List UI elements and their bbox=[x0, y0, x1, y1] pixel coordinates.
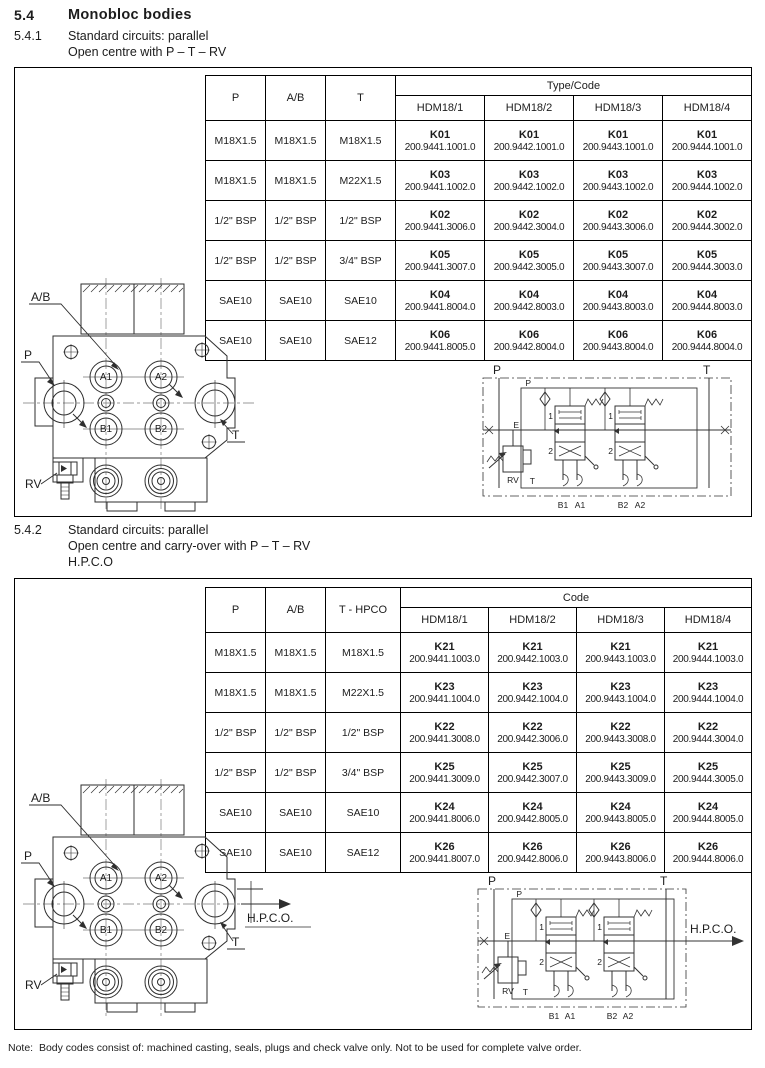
table1-header-row1 bbox=[206, 76, 752, 96]
code-number: 200.9444.3003.0 bbox=[671, 262, 743, 273]
code-cell bbox=[485, 201, 574, 241]
schematic-label-p: P bbox=[488, 874, 497, 888]
port-p-cell: 1/2" BSP bbox=[206, 713, 266, 753]
port-label-a1: A1 bbox=[99, 372, 113, 383]
spool-pos-2: 2 bbox=[539, 957, 544, 967]
section-number: 5.4 bbox=[14, 7, 35, 23]
code-number: 200.9443.8003.0 bbox=[582, 302, 654, 313]
code-k: K25 bbox=[522, 761, 543, 773]
schematic-rv-label: RV bbox=[507, 475, 519, 485]
port-ab-cell: SAE10 bbox=[266, 281, 326, 321]
port-ab-cell: M18X1.5 bbox=[266, 673, 326, 713]
axis-lines bbox=[23, 278, 255, 512]
code-number: 200.9444.1001.0 bbox=[671, 142, 743, 153]
code-number: 200.9443.8005.0 bbox=[585, 814, 656, 825]
code-cell bbox=[574, 161, 663, 201]
code-number: 200.9441.8006.0 bbox=[409, 814, 480, 825]
code-k: K01 bbox=[696, 129, 718, 141]
flow-arrows bbox=[73, 384, 183, 428]
code-number: 200.9444.3002.0 bbox=[671, 222, 743, 233]
port-t-cell: M18X1.5 bbox=[326, 633, 401, 673]
code-k: K22 bbox=[522, 721, 543, 733]
code-number: 200.9444.1002.0 bbox=[671, 182, 743, 193]
subsection1-title-line2: Open centre with P – T – RV bbox=[68, 45, 227, 59]
code-cell bbox=[485, 281, 574, 321]
span-header-code: Code bbox=[401, 588, 752, 608]
code-number: 200.9441.1003.0 bbox=[409, 654, 480, 665]
code-cell bbox=[485, 241, 574, 281]
valve-section-1 bbox=[531, 899, 594, 997]
code-number: 200.9441.8005.0 bbox=[404, 342, 476, 353]
valve-section-2 bbox=[600, 388, 663, 486]
code-k: K22 bbox=[610, 721, 631, 733]
code-k: K03 bbox=[607, 169, 629, 181]
code-k: K23 bbox=[522, 681, 543, 693]
col-header-hdm18-3: HDM18/3 bbox=[577, 608, 665, 633]
code-k: K23 bbox=[697, 681, 719, 693]
label-t: T bbox=[232, 428, 240, 442]
port-t-cell: 1/2" BSP bbox=[326, 713, 401, 753]
code-k: K04 bbox=[429, 289, 451, 301]
code-cell bbox=[574, 241, 663, 281]
schematic-label-t: T bbox=[703, 363, 711, 377]
port-ab-cell: 1/2" BSP bbox=[266, 201, 326, 241]
table-row bbox=[206, 241, 752, 281]
table-row bbox=[206, 161, 752, 201]
code-k: K26 bbox=[610, 841, 631, 853]
valve-drawing-2 bbox=[19, 777, 319, 1021]
port-label-a1: A1 bbox=[574, 500, 586, 510]
code-number: 200.9443.1002.0 bbox=[582, 182, 654, 193]
col-header-hdm18-2: HDM18/2 bbox=[485, 96, 574, 121]
code-cell bbox=[401, 793, 489, 833]
code-number: 200.9442.8003.0 bbox=[493, 302, 565, 313]
schematic-rv-label: RV bbox=[502, 986, 514, 996]
code-k: K06 bbox=[518, 329, 540, 341]
schematic-label-t: T bbox=[660, 874, 668, 888]
code-number: 200.9441.3006.0 bbox=[404, 222, 476, 233]
spool-knobs bbox=[90, 465, 177, 497]
spool-pos-1: 1 bbox=[597, 922, 602, 932]
table-row bbox=[206, 713, 752, 753]
port-p-cell: 1/2" BSP bbox=[206, 201, 266, 241]
mounting-holes bbox=[63, 342, 217, 450]
code-number: 200.9441.8007.0 bbox=[409, 854, 480, 865]
code-cell bbox=[665, 753, 752, 793]
table-row bbox=[206, 633, 752, 673]
label-ab: A/B bbox=[31, 791, 51, 805]
code-k: K01 bbox=[429, 129, 451, 141]
schematic-inner-t: T bbox=[529, 476, 535, 486]
code-cell bbox=[574, 321, 663, 361]
code-number: 200.9443.3006.0 bbox=[582, 222, 654, 233]
code-cell bbox=[485, 321, 574, 361]
port-t-cell: SAE12 bbox=[326, 321, 396, 361]
code-cell bbox=[489, 793, 577, 833]
code-cell bbox=[665, 833, 752, 873]
port-ab-cell: SAE10 bbox=[266, 321, 326, 361]
port-ab-cell: 1/2" BSP bbox=[266, 713, 326, 753]
table1-body bbox=[206, 121, 752, 361]
label-rv: RV bbox=[25, 978, 42, 992]
port-ab-cell: M18X1.5 bbox=[266, 161, 326, 201]
port-p-cell: M18X1.5 bbox=[206, 121, 266, 161]
code-k: K06 bbox=[429, 329, 451, 341]
code-cell bbox=[396, 201, 485, 241]
code-number: 200.9444.8006.0 bbox=[672, 854, 744, 865]
valve-body-outline bbox=[35, 785, 235, 1012]
col-header-p: P bbox=[206, 588, 266, 633]
code-number: 200.9442.8005.0 bbox=[497, 814, 568, 825]
code-number: 200.9443.1001.0 bbox=[582, 142, 654, 153]
port-label-a2: A2 bbox=[154, 372, 168, 383]
col-header-hdm18-1: HDM18/1 bbox=[396, 96, 485, 121]
spool-pos-2: 2 bbox=[608, 446, 613, 456]
code-cell bbox=[396, 321, 485, 361]
code-number: 200.9444.8003.0 bbox=[671, 302, 743, 313]
note-label: Note: bbox=[8, 1042, 34, 1054]
col-header-ab: A/B bbox=[266, 76, 326, 121]
schematic-inner-e: E bbox=[513, 420, 519, 430]
code-cell bbox=[396, 241, 485, 281]
valve-drawing-1 bbox=[19, 276, 259, 514]
code-k: K02 bbox=[518, 209, 540, 221]
code-cell bbox=[577, 673, 665, 713]
port-t-cell: 3/4" BSP bbox=[326, 241, 396, 281]
code-k: K02 bbox=[607, 209, 629, 221]
subsection2-title-line1: Standard circuits: parallel bbox=[68, 523, 209, 537]
code-cell bbox=[401, 673, 489, 713]
subsection1-number: 5.4.1 bbox=[14, 29, 42, 43]
port-p-cell: M18X1.5 bbox=[206, 673, 266, 713]
code-k: K04 bbox=[696, 289, 718, 301]
spool-pos-2: 2 bbox=[597, 957, 602, 967]
col-header-hdm18-4: HDM18/4 bbox=[665, 608, 752, 633]
label-t: T bbox=[232, 935, 240, 949]
label-p: P bbox=[24, 849, 33, 863]
code-number: 200.9442.3006.0 bbox=[497, 734, 568, 745]
code-cell bbox=[401, 833, 489, 873]
code-number: 200.9441.3007.0 bbox=[404, 262, 476, 273]
port-t-cell: 3/4" BSP bbox=[326, 753, 401, 793]
spool-pos-2: 2 bbox=[548, 446, 553, 456]
port-p-cell: SAE10 bbox=[206, 281, 266, 321]
relief-valve-symbol bbox=[487, 430, 531, 472]
code-k: K25 bbox=[697, 761, 719, 773]
code-k: K23 bbox=[434, 681, 455, 693]
valve-section-2 bbox=[589, 899, 652, 997]
code-cell bbox=[574, 121, 663, 161]
port-p-cell: M18X1.5 bbox=[206, 161, 266, 201]
port-label-b1: B1 bbox=[99, 925, 113, 936]
code-number: 200.9442.8004.0 bbox=[493, 342, 565, 353]
code-k: K06 bbox=[607, 329, 629, 341]
spool-pos-1: 1 bbox=[539, 922, 544, 932]
code-number: 200.9441.1002.0 bbox=[404, 182, 476, 193]
section1-panel bbox=[14, 67, 752, 517]
code-k: K05 bbox=[518, 249, 540, 261]
relief-valve-symbol bbox=[482, 941, 526, 983]
col-header-p: P bbox=[206, 76, 266, 121]
code-number: 200.9442.3007.0 bbox=[497, 774, 568, 785]
port-t-cell: M22X1.5 bbox=[326, 673, 401, 713]
code-number: 200.9442.3005.0 bbox=[493, 262, 565, 273]
rv-fitting bbox=[53, 963, 77, 1000]
code-k: K26 bbox=[434, 841, 455, 853]
code-number: 200.9443.3008.0 bbox=[585, 734, 656, 745]
code-k: K21 bbox=[434, 641, 455, 653]
code-k: K25 bbox=[434, 761, 455, 773]
port-label-b1: B1 bbox=[557, 500, 569, 510]
code-k: K05 bbox=[696, 249, 718, 261]
code-number: 200.9444.3005.0 bbox=[672, 774, 744, 785]
schematic-label-hpco: H.P.C.O. bbox=[690, 922, 737, 936]
spec-table-1 bbox=[205, 75, 752, 361]
code-cell bbox=[489, 633, 577, 673]
table-row bbox=[206, 321, 752, 361]
code-cell bbox=[401, 633, 489, 673]
port-label-a1: A1 bbox=[564, 1011, 576, 1021]
code-number: 200.9442.1004.0 bbox=[497, 694, 568, 705]
code-cell bbox=[663, 201, 752, 241]
code-number: 200.9444.1004.0 bbox=[672, 694, 744, 705]
code-k: K03 bbox=[518, 169, 540, 181]
schematic-label-p: P bbox=[493, 363, 502, 377]
col-header-t-hpco: T - HPCO bbox=[326, 588, 401, 633]
code-k: K26 bbox=[522, 841, 543, 853]
code-cell bbox=[489, 753, 577, 793]
port-label-b2: B2 bbox=[154, 424, 168, 435]
code-k: K25 bbox=[610, 761, 631, 773]
port-t-cell: M22X1.5 bbox=[326, 161, 396, 201]
footer-note bbox=[8, 1042, 758, 1054]
code-k: K21 bbox=[522, 641, 543, 653]
port-t-cell: M18X1.5 bbox=[326, 121, 396, 161]
code-cell bbox=[396, 121, 485, 161]
label-ab: A/B bbox=[31, 290, 51, 304]
table-row bbox=[206, 121, 752, 161]
code-k: K24 bbox=[434, 801, 455, 813]
label-hpco: H.P.C.O. bbox=[247, 911, 294, 925]
table-row bbox=[206, 201, 752, 241]
table2-header-row1 bbox=[206, 588, 752, 608]
code-k: K24 bbox=[522, 801, 543, 813]
code-number: 200.9443.8004.0 bbox=[582, 342, 654, 353]
subsection2-title-line2: Open centre and carry-over with P – T – RV bbox=[68, 539, 311, 553]
port-p-cell: 1/2" BSP bbox=[206, 241, 266, 281]
code-cell bbox=[665, 633, 752, 673]
port-p-cell: 1/2" BSP bbox=[206, 753, 266, 793]
code-number: 200.9441.1001.0 bbox=[404, 142, 476, 153]
code-k: K22 bbox=[434, 721, 455, 733]
port-p-cell: M18X1.5 bbox=[206, 633, 266, 673]
code-k: K26 bbox=[697, 841, 719, 853]
code-number: 200.9442.8006.0 bbox=[497, 854, 568, 865]
port-p-cell: SAE10 bbox=[206, 793, 266, 833]
page-title: Monobloc bodies bbox=[68, 7, 192, 23]
code-cell bbox=[577, 633, 665, 673]
hydraulic-schematic-2 bbox=[470, 873, 748, 1023]
subsection2-title-line3: H.P.C.O bbox=[68, 555, 113, 569]
code-k: K04 bbox=[518, 289, 540, 301]
port-label-b2: B2 bbox=[617, 500, 629, 510]
note-text: Body codes consist of: machined casting, seals, plugs and check valve only. Not to be used for complete valve order. bbox=[38, 1042, 582, 1054]
code-cell bbox=[401, 753, 489, 793]
code-cell bbox=[665, 793, 752, 833]
port-label-b1: B1 bbox=[548, 1011, 560, 1021]
subsection1-title-line1: Standard circuits: parallel bbox=[68, 29, 209, 43]
port-ab-cell: 1/2" BSP bbox=[266, 241, 326, 281]
code-k: K03 bbox=[696, 169, 718, 181]
schematic-inner-t: T bbox=[522, 987, 528, 997]
span-header-type-code: Type/Code bbox=[396, 76, 752, 96]
code-k: K21 bbox=[697, 641, 719, 653]
port-t-cell: SAE10 bbox=[326, 793, 401, 833]
code-number: 200.9444.8005.0 bbox=[672, 814, 744, 825]
valve-body-outline bbox=[35, 284, 235, 511]
port-ab-cell: 1/2" BSP bbox=[266, 753, 326, 793]
col-header-hdm18-4: HDM18/4 bbox=[663, 96, 752, 121]
col-header-hdm18-2: HDM18/2 bbox=[489, 608, 577, 633]
code-cell bbox=[489, 833, 577, 873]
code-k: K02 bbox=[429, 209, 451, 221]
code-cell bbox=[485, 121, 574, 161]
schematic-inner-e: E bbox=[504, 931, 510, 941]
code-cell bbox=[663, 241, 752, 281]
col-header-hdm18-3: HDM18/3 bbox=[574, 96, 663, 121]
code-number: 200.9443.1003.0 bbox=[585, 654, 656, 665]
port-label-a2: A2 bbox=[634, 500, 646, 510]
code-cell bbox=[574, 281, 663, 321]
code-k: K03 bbox=[429, 169, 451, 181]
subsection2-number: 5.4.2 bbox=[14, 523, 42, 537]
code-cell bbox=[665, 713, 752, 753]
code-k: K22 bbox=[697, 721, 719, 733]
spool-pos-1: 1 bbox=[548, 411, 553, 421]
code-number: 200.9441.8004.0 bbox=[404, 302, 476, 313]
code-k: K02 bbox=[696, 209, 718, 221]
code-number: 200.9441.3009.0 bbox=[409, 774, 480, 785]
code-cell bbox=[574, 201, 663, 241]
spool-pos-1: 1 bbox=[608, 411, 613, 421]
code-cell bbox=[577, 753, 665, 793]
port-p-cell: SAE10 bbox=[206, 321, 266, 361]
code-cell bbox=[396, 281, 485, 321]
code-number: 200.9443.1004.0 bbox=[585, 694, 656, 705]
table1-header bbox=[206, 76, 752, 121]
code-cell bbox=[401, 713, 489, 753]
code-number: 200.9442.1002.0 bbox=[493, 182, 565, 193]
code-k: K05 bbox=[607, 249, 629, 261]
label-p: P bbox=[24, 348, 33, 362]
rv-fitting bbox=[53, 462, 77, 499]
code-cell bbox=[663, 121, 752, 161]
code-number: 200.9442.1003.0 bbox=[497, 654, 568, 665]
leader-lines bbox=[21, 304, 245, 484]
spool-knobs bbox=[90, 966, 177, 998]
hydraulic-schematic-1 bbox=[475, 362, 747, 512]
code-k: K24 bbox=[610, 801, 631, 813]
schematic-inner-p: P bbox=[525, 378, 531, 388]
code-cell bbox=[489, 713, 577, 753]
port-ab-cell: SAE10 bbox=[266, 833, 326, 873]
code-k: K05 bbox=[429, 249, 451, 261]
code-k: K01 bbox=[518, 129, 540, 141]
col-header-ab: A/B bbox=[266, 588, 326, 633]
section2-panel bbox=[14, 578, 752, 1030]
valve-section-1 bbox=[540, 388, 603, 486]
code-k: K24 bbox=[697, 801, 719, 813]
mounting-holes bbox=[63, 843, 217, 951]
leader-lines bbox=[21, 805, 245, 985]
code-k: K01 bbox=[607, 129, 629, 141]
col-header-t: T bbox=[326, 76, 396, 121]
code-number: 200.9442.3004.0 bbox=[493, 222, 565, 233]
port-label-a2: A2 bbox=[154, 873, 168, 884]
code-number: 200.9444.1003.0 bbox=[672, 654, 744, 665]
flow-arrows bbox=[73, 885, 183, 929]
code-cell bbox=[396, 161, 485, 201]
code-number: 200.9442.1001.0 bbox=[493, 142, 565, 153]
code-cell bbox=[663, 321, 752, 361]
code-cell bbox=[489, 673, 577, 713]
port-t-cell: 1/2" BSP bbox=[326, 201, 396, 241]
code-cell bbox=[665, 673, 752, 713]
code-k: K21 bbox=[610, 641, 631, 653]
port-ab-cell: M18X1.5 bbox=[266, 633, 326, 673]
port-ab-cell: M18X1.5 bbox=[266, 121, 326, 161]
code-number: 200.9443.8006.0 bbox=[585, 854, 656, 865]
table2-header bbox=[206, 588, 752, 633]
port-label-b1: B1 bbox=[99, 424, 113, 435]
code-cell bbox=[663, 161, 752, 201]
code-number: 200.9441.3008.0 bbox=[409, 734, 480, 745]
port-ab-cell: SAE10 bbox=[266, 793, 326, 833]
label-rv: RV bbox=[25, 477, 42, 491]
code-cell bbox=[663, 281, 752, 321]
port-t-cell: SAE10 bbox=[326, 281, 396, 321]
port-label-a1: A1 bbox=[99, 873, 113, 884]
col-header-hdm18-1: HDM18/1 bbox=[401, 608, 489, 633]
code-number: 200.9444.8004.0 bbox=[671, 342, 743, 353]
port-label-b2: B2 bbox=[154, 925, 168, 936]
code-cell bbox=[577, 793, 665, 833]
schematic-frame bbox=[483, 378, 731, 496]
code-number: 200.9441.1004.0 bbox=[409, 694, 480, 705]
code-k: K04 bbox=[607, 289, 629, 301]
table-row bbox=[206, 281, 752, 321]
code-number: 200.9444.3004.0 bbox=[672, 734, 744, 745]
code-cell bbox=[485, 161, 574, 201]
port-label-b2: B2 bbox=[606, 1011, 618, 1021]
code-k: K23 bbox=[610, 681, 631, 693]
code-k: K06 bbox=[696, 329, 718, 341]
port-label-a2: A2 bbox=[622, 1011, 634, 1021]
code-cell bbox=[577, 713, 665, 753]
port-t-cell: SAE12 bbox=[326, 833, 401, 873]
schematic-inner-p: P bbox=[516, 889, 522, 899]
code-number: 200.9443.3007.0 bbox=[582, 262, 654, 273]
port-p-cell: SAE10 bbox=[206, 833, 266, 873]
schematic-frame bbox=[478, 889, 744, 1007]
table-row bbox=[206, 673, 752, 713]
code-number: 200.9443.3009.0 bbox=[585, 774, 656, 785]
code-cell bbox=[577, 833, 665, 873]
